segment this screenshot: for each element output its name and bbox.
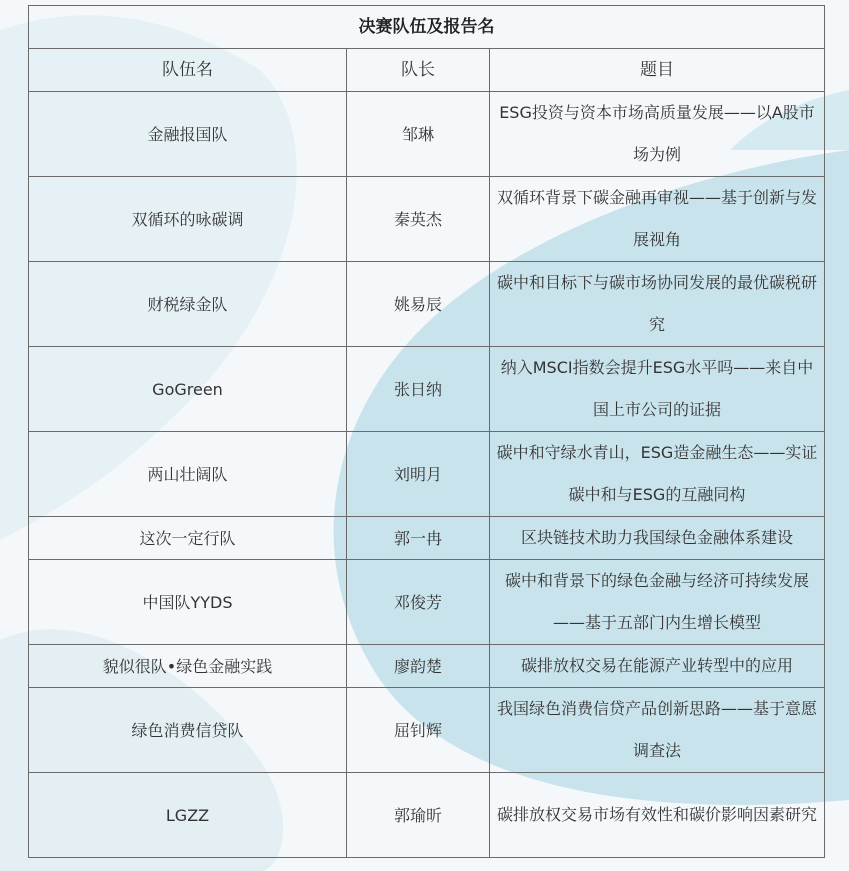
header-topic: 题目 (490, 49, 825, 92)
leader-name: 郭一冉 (347, 517, 490, 560)
header-leader: 队长 (347, 49, 490, 92)
final-teams-table (28, 5, 825, 858)
leader-name: 郭瑜昕 (347, 773, 490, 858)
report-topic: 碳中和守绿水青山，ESG造金融生态——实证碳中和与ESG的互融同构 (490, 432, 825, 517)
report-topic: ESG投资与资本市场高质量发展——以A股市场为例 (490, 92, 825, 177)
leader-name: 秦英杰 (347, 177, 490, 262)
report-topic: 我国绿色消费信贷产品创新思路——基于意愿调查法 (490, 688, 825, 773)
report-topic: 碳中和背景下的绿色金融与经济可持续发展——基于五部门内生增长模型 (490, 560, 825, 645)
leader-name: 邹琳 (347, 92, 490, 177)
table-row (29, 92, 825, 177)
table-row (29, 177, 825, 262)
leader-name: 姚易辰 (347, 262, 490, 347)
table-title-row (29, 6, 825, 49)
team-name: 貌似很队•绿色金融实践 (29, 645, 347, 688)
report-topic: 碳中和目标下与碳市场协同发展的最优碳税研究 (490, 262, 825, 347)
team-name: 两山壮阔队 (29, 432, 347, 517)
final-teams-table-container (28, 5, 824, 858)
report-topic: 碳排放权交易市场有效性和碳价影响因素研究 (490, 773, 825, 858)
report-topic: 纳入MSCI指数会提升ESG水平吗——来自中国上市公司的证据 (490, 347, 825, 432)
leader-name: 刘明月 (347, 432, 490, 517)
leader-name: 廖韵楚 (347, 645, 490, 688)
team-name: LGZZ (29, 773, 347, 858)
table-row (29, 645, 825, 688)
table-row (29, 773, 825, 858)
team-name: 这次一定行队 (29, 517, 347, 560)
team-name: 双循环的咏碳调 (29, 177, 347, 262)
team-name: 金融报国队 (29, 92, 347, 177)
table-header-row (29, 49, 825, 92)
table-row (29, 517, 825, 560)
leader-name: 张日纳 (347, 347, 490, 432)
table-title: 决赛队伍及报告名 (29, 6, 825, 49)
leader-name: 邓俊芳 (347, 560, 490, 645)
team-name: GoGreen (29, 347, 347, 432)
table-row (29, 262, 825, 347)
table-row (29, 432, 825, 517)
leader-name: 屈钊辉 (347, 688, 490, 773)
team-name: 财税绿金队 (29, 262, 347, 347)
team-name: 绿色消费信贷队 (29, 688, 347, 773)
report-topic: 区块链技术助力我国绿色金融体系建设 (490, 517, 825, 560)
team-name: 中国队YYDS (29, 560, 347, 645)
report-topic: 双循环背景下碳金融再审视——基于创新与发展视角 (490, 177, 825, 262)
report-topic: 碳排放权交易在能源产业转型中的应用 (490, 645, 825, 688)
table-row (29, 347, 825, 432)
table-row (29, 688, 825, 773)
table-row (29, 560, 825, 645)
header-team: 队伍名 (29, 49, 347, 92)
